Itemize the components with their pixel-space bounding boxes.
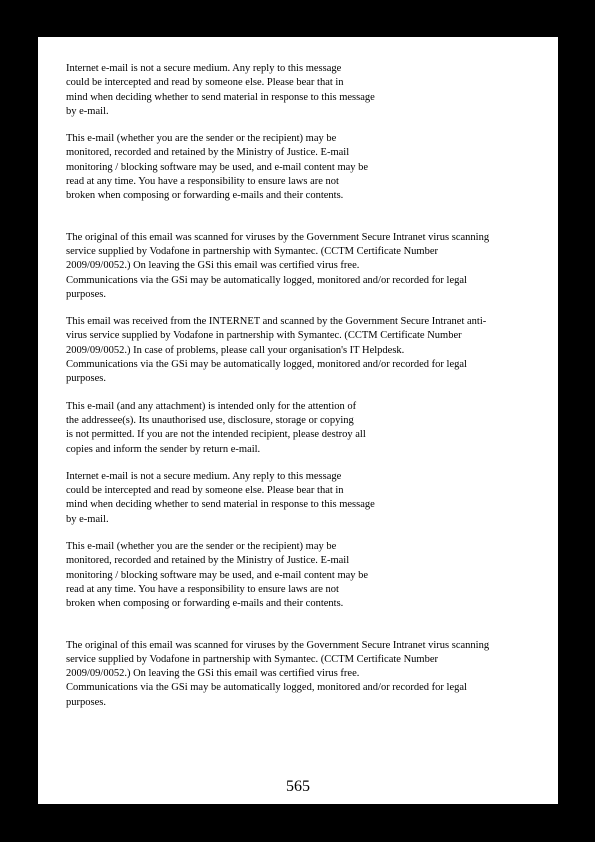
- disclaimer-paragraph: Internet e-mail is not a secure medium. Any reply to this message could be intercepted and read by someone else. Please bear that in mind when deciding whether to send material in response to this message by e-mail.: [66, 470, 375, 525]
- page-number: 565: [286, 778, 310, 795]
- disclaimer-paragraph: Internet e-mail is not a secure medium. Any reply to this message could be intercepted and read by someone else. Please bear that in mind when deciding whether to send material in response to this message by e-mail.: [66, 63, 375, 117]
- disclaimer-paragraph: This e-mail (whether you are the sender or the recipient) may be monitored, recorded and retained by the Ministry of Justice. E-mail monitoring / blocking software may be used, and e-mail content may be read at any time. You have a responsibility to ensure laws are not broken when composing or forwarding e-mails and their contents.: [66, 541, 369, 610]
- disclaimer-paragraph: This e-mail (whether you are the sender or the recipient) may be monitored, recorded and retained by the Ministry of Justice. E-mail monitoring / blocking software may be used, and e-mail content may be read at any time. You have a responsibility to ensure laws are not broken when composing or forwarding e-mails and their contents.: [66, 133, 369, 202]
- document-body: [66, 62, 536, 710]
- disclaimer-paragraph: The original of this email was scanned for viruses by the Government Secure Intranet virus scanning service supplied by Vodafone in partnership with Symantec. (CCTM Certificate Number 2009/09/0052.) On leaving the GSi this email was certified virus free. Communications via the GSi may be automatically logged, monitored and/or recorded for legal purposes.: [66, 231, 490, 300]
- disclaimer-paragraph: This e-mail (and any attachment) is intended only for the attention of the addressee(s). Its unauthorised use, disclosure, storage or copying is not permitted. If you are not the intended recipient, please destroy all copies and inform the sender by return e-mail.: [66, 400, 366, 455]
- document-page: [38, 37, 558, 804]
- disclaimer-paragraph: This email was received from the INTERNET and scanned by the Government Secure Intranet anti- virus service supplied by Vodafone in partnership with Symantec. (CCTM Certificate Number 2009/09/0052.) In case of problems, please call your organisation's IT Helpdesk. Communications via the GSi may be automatically logged, monitored and/or recorded for legal purposes.: [66, 316, 487, 385]
- disclaimer-paragraph: The original of this email was scanned for viruses by the Government Secure Intranet virus scanning service supplied by Vodafone in partnership with Symantec. (CCTM Certificate Number 2009/09/0052.) On leaving the GSi this email was certified virus free. Communications via the GSi may be automatically logged, monitored and/or recorded for legal purposes.: [66, 639, 490, 708]
